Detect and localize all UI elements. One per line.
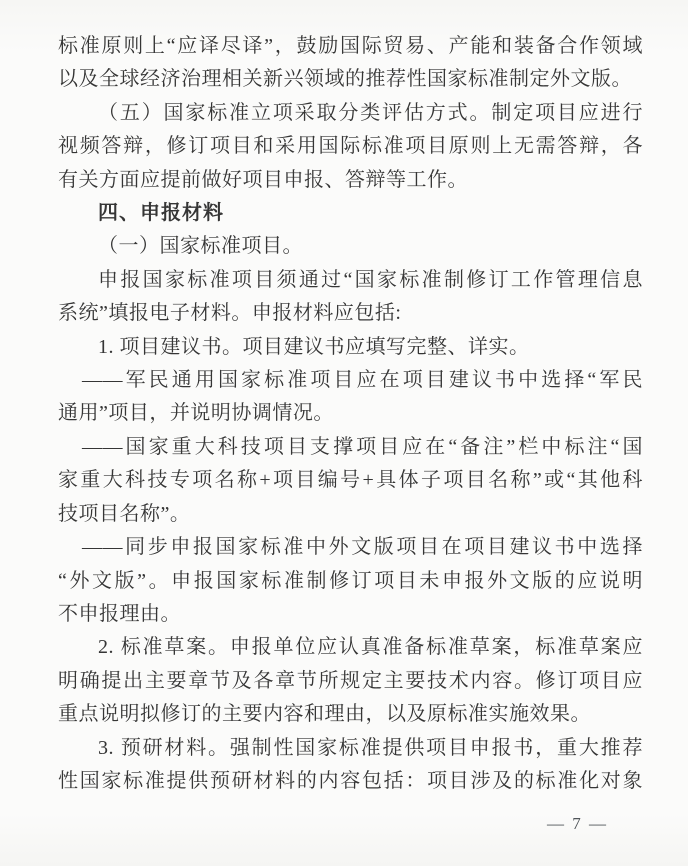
numbered-item: 2. 标准草案。申报单位应认真准备标准草案，标准草案应: [98, 636, 643, 659]
text-line: 视频答辩，修订项目和采用国际标准项目原则上无需答辩，各: [58, 135, 643, 158]
dash-item: ——国家重大科技项目支撑项目应在“备注”栏中标注“国: [82, 435, 643, 458]
dash-item: ——军民通用国家标准项目应在项目建议书中选择“军民: [82, 369, 643, 392]
text-line: 技项目名称”。: [58, 502, 191, 525]
text-line: 通用”项目，并说明协调情况。: [58, 402, 334, 425]
text-line: 以及全球经济治理相关新兴领域的推荐性国家标准制定外文版。: [58, 68, 632, 91]
document-body: [58, 30, 643, 798]
text-line: 家重大科技专项名称+项目编号+具体子项目名称”或“其他科: [58, 469, 643, 492]
text-line: 标准原则上“应译尽译”，鼓励国际贸易、产能和装备合作领域: [58, 35, 643, 57]
text-line: 系统”填报电子材料。申报材料应包括:: [58, 302, 402, 325]
text-line: 申报国家标准项目须通过“国家标准制修订工作管理信息: [98, 268, 643, 291]
text-line: （五）国家标准立项采取分类评估方式。制定项目应进行: [98, 101, 643, 124]
numbered-item: 3. 预研材料。强制性国家标准提供项目申报书，重大推荐: [98, 736, 643, 759]
section-heading: 四、申报材料: [98, 202, 224, 225]
text-line: 不申报理由。: [58, 602, 181, 625]
text-line: 有关方面应提前做好项目申报、答辩等工作。: [58, 168, 468, 191]
text-line: 明确提出主要章节及各章节所规定主要技术内容。修订项目应: [58, 669, 643, 692]
page-number: — 7 —: [547, 814, 608, 833]
dash-item: ——同步申报国家标准中外文版项目在项目建议书中选择: [82, 536, 643, 559]
text-line: “外文版”。申报国家标准制修订项目未申报外文版的应说明: [58, 569, 643, 592]
text-line: 重点说明拟修订的主要内容和理由，以及原标准实施效果。: [58, 703, 591, 726]
subsection-heading: （一）国家标准项目。: [98, 235, 303, 258]
numbered-item: 1. 项目建议书。项目建议书应填写完整、详实。: [98, 335, 530, 358]
text-line: 性国家标准提供预研材料的内容包括：项目涉及的标准化对象: [58, 769, 643, 792]
